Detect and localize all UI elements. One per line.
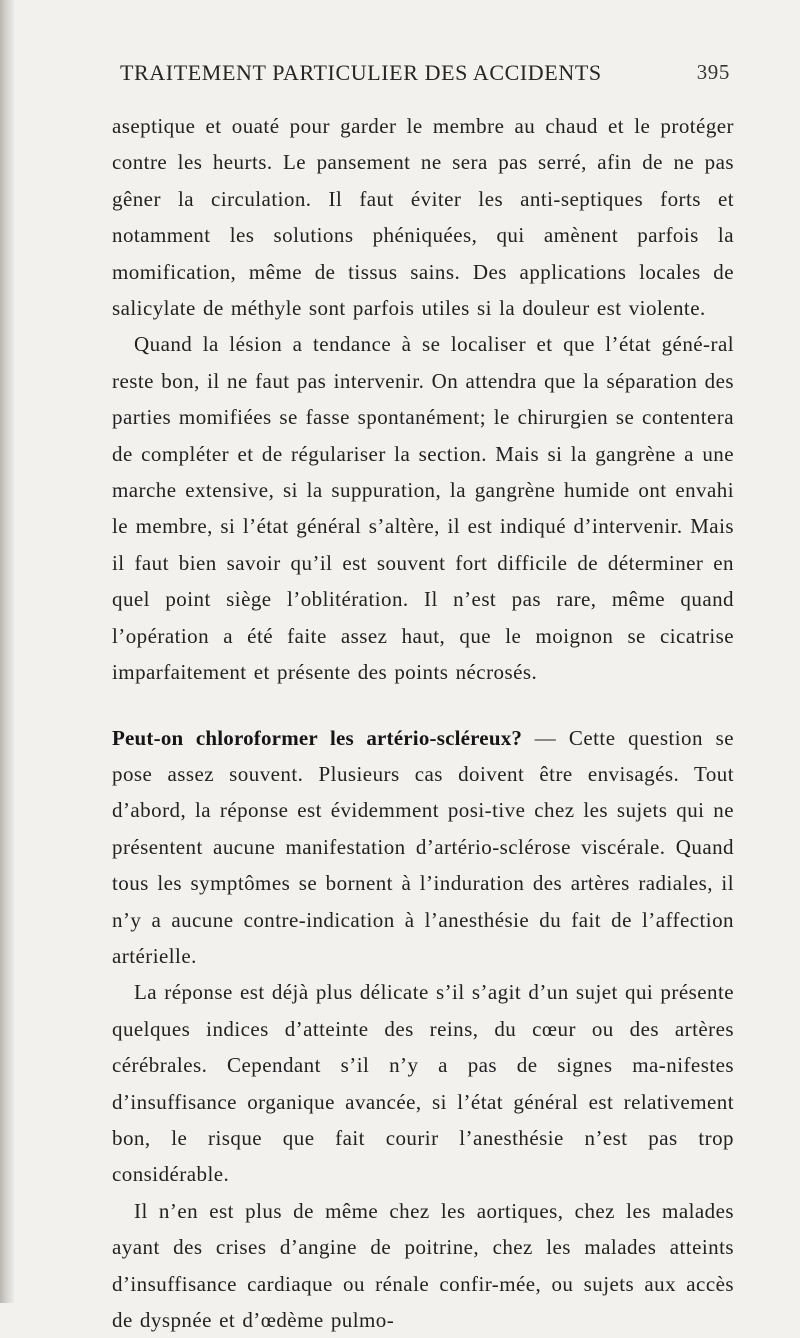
paragraph-aortic-patients: Il n’en est plus de même chez les aortiques, chez les malades ayant des crises d’angine de poitrine, chez les malades atteints d’insuffisance cardiaque ou rénale confir-mée, ou sujets aux accès de dyspnée et d’œdème pulmo- bbox=[112, 1198, 734, 1332]
section-gap bbox=[112, 691, 734, 720]
section-heading: Peut-on chloroformer les artério-scléreux? bbox=[112, 725, 523, 750]
paragraph-delicate-answer: La réponse est déjà plus délicate s’il s’agit d’un sujet qui présente quelques indices d’atteinte des reins, du cœur ou des artères cérébrales. Cependant s’il n’y a pas de signes ma-nifestes d’insuffisance organique avancée, si l’état général est relativement bon, le risque que fait courir l’anesthésie n’est pas trop considérable. bbox=[112, 980, 734, 1187]
paragraph-chloroform-text: — Cette question se pose assez souvent. Plusieurs cas doivent être envisagés. Tout d’abord, la réponse est évidemment posi-tive chez les sujets qui ne présentent aucune manifestation d’artério-sclérose viscérale. Quand tous les symptômes se bornent à l’induration des artères radiales, il n’y a aucune contre-indication à l’anesthésie du fait de l’affection artérielle. bbox=[112, 725, 734, 968]
running-head bbox=[120, 60, 730, 90]
body-text bbox=[112, 108, 734, 1338]
page-number: 395 bbox=[696, 60, 730, 84]
paragraph-chloroform-question bbox=[112, 720, 734, 975]
running-title: TRAITEMENT PARTICULIER DES ACCIDENTS bbox=[120, 60, 602, 85]
paragraph-aseptic-dressing: aseptique et ouaté pour garder le membre au chaud et le protéger contre les heurts. Le pansement ne sera pas serré, afin de ne pas gêner la circulation. Il faut éviter les anti-septiques forts et notamment les solutions phéniquées, qui amènent parfois la momification, même de tissus sains. Des applications locales de salicylate de méthyle sont parfois utiles si la douleur est violente. bbox=[112, 114, 734, 321]
paragraph-intervention: Quand la lésion a tendance à se localiser et que l’état géné-ral reste bon, il ne faut pas intervenir. On attendra que la séparation des parties momifiées se fasse spontanément; le chirurgien se contentera de compléter et de régulariser la section. Mais si la gangrène a une marche extensive, si la suppuration, la gangrène humide ont envahi le membre, si l’état général s’altère, il est indiqué d’intervenir. Mais il faut bien savoir qu’il est souvent fort difficile de déterminer en quel point siège l’oblitération. Il n’est pas rare, même quand l’opération a été faite assez haut, que le moignon se cicatrise imparfaitement et présente des points nécrosés. bbox=[112, 332, 734, 685]
